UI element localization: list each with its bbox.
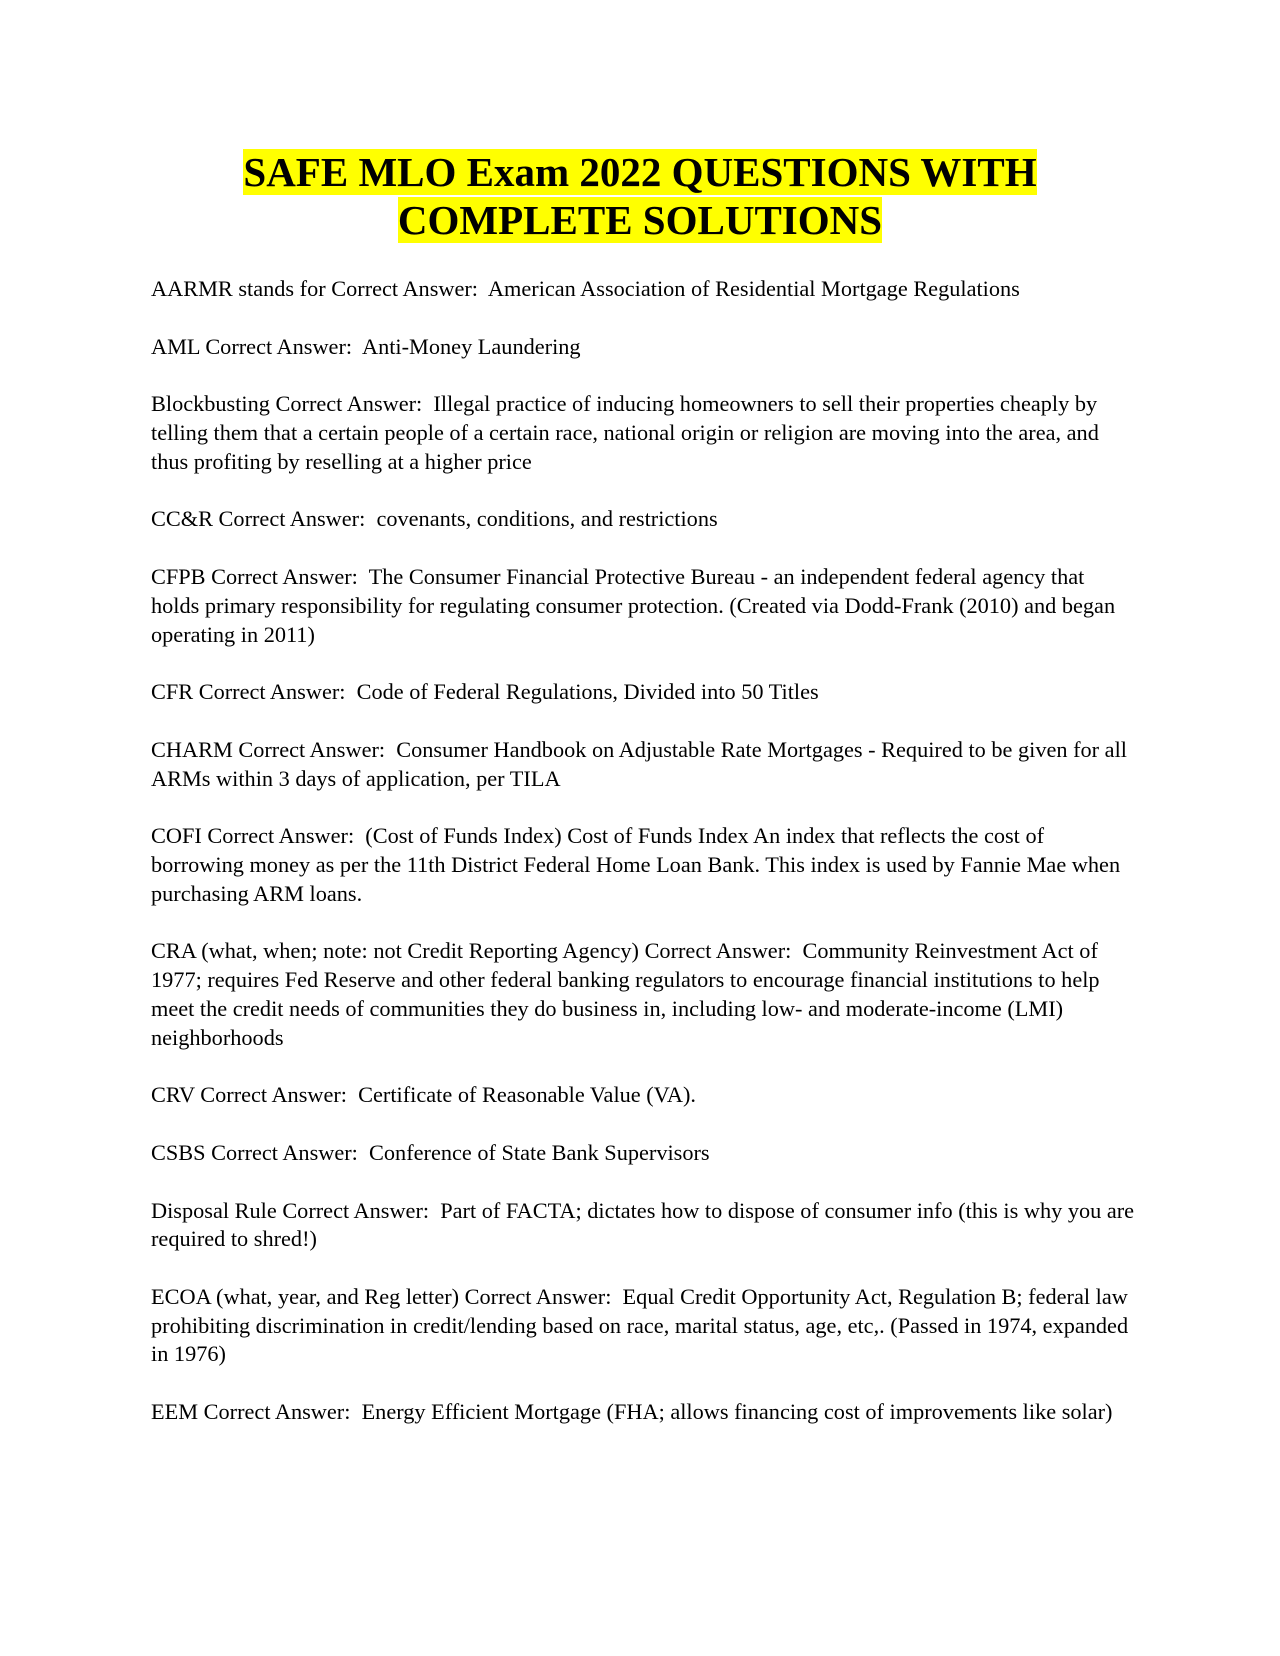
entry-term: CFPB — [151, 563, 206, 589]
qa-entry — [151, 1139, 1136, 1168]
title-line-2: COMPLETE SOLUTIONS — [397, 197, 883, 243]
qa-entry — [151, 736, 1136, 794]
qa-entry — [151, 563, 1136, 649]
entry-term: Blockbusting — [151, 391, 270, 417]
entry-answer: The Consumer Financial Protective Bureau - an independent federal agency that holds primary responsibility for regulating consumer protection. (Created via Dodd-Frank (2010) and began operating in 2011) — [151, 563, 1116, 647]
entry-answer: Code of Federal Regulations, Divided into 50 Titles — [356, 679, 819, 705]
entry-answer-label: Correct Answer: — [205, 333, 353, 359]
entry-term: Disposal Rule — [151, 1197, 277, 1223]
entry-answer: covenants, conditions, and restrictions — [376, 506, 718, 532]
entry-answer-label: Correct Answer: — [200, 1082, 347, 1108]
entry-answer-label: Correct Answer: — [198, 679, 346, 705]
entry-term: CRA (what, when; note: not Credit Reporting Agency) — [151, 938, 639, 964]
title-line-1: SAFE MLO Exam 2022 QUESTIONS WITH — [243, 149, 1037, 195]
qa-entry — [151, 937, 1136, 1052]
qa-entry — [151, 1081, 1136, 1110]
qa-entry — [151, 275, 1136, 304]
entry-answer: American Association of Residential Mortgage Regulations — [487, 276, 1020, 301]
entry-answer: (Cost of Funds Index) Cost of Funds Index An index that reflects the cost of borrowing money as per the 11th District Federal Home Loan Bank. This index is used by Fannie Mae when purchasing ARM loans. — [151, 823, 1121, 906]
qa-entry — [151, 678, 1136, 707]
entry-answer-label: Correct Answer: — [331, 276, 478, 301]
entry-term: COFI — [151, 823, 202, 849]
page-title — [0, 148, 1280, 244]
entry-term: CC&R — [151, 506, 213, 532]
entry-term: CSBS — [151, 1139, 206, 1165]
entry-answer: Community Reinvestment Act of 1977; requires Fed Reserve and other federal banking regulators to encourage financial institutions to help meet the credit needs of communities they do business in, including low- and moderate-income (LMI) neighborhoods — [151, 938, 1100, 1050]
entry-answer: Energy Efficient Mortgage (FHA; allows financing cost of improvements like solar) — [361, 1399, 1113, 1425]
qa-entry — [151, 390, 1136, 476]
entry-answer-label: Correct Answer: — [211, 563, 358, 589]
entry-term: CFR — [151, 679, 194, 705]
entry-term: ECOA (what, year, and Reg letter) — [151, 1283, 460, 1309]
qa-entry — [151, 333, 1136, 362]
entry-term: AML — [151, 333, 200, 359]
entry-answer: Certificate of Reasonable Value (VA). — [358, 1082, 697, 1108]
entry-term: CHARM — [151, 736, 233, 762]
entry-answer-label: Correct Answer: — [464, 1283, 612, 1309]
entry-answer-label: Correct Answer: — [238, 736, 386, 762]
entry-answer: Anti-Money Laundering — [361, 333, 581, 359]
qa-entry — [151, 505, 1136, 534]
entry-answer-label: Correct Answer: — [211, 1139, 358, 1165]
qa-entry — [151, 1197, 1136, 1255]
entry-term: EEM — [151, 1399, 199, 1425]
entry-answer: Illegal practice of inducing homeowners to sell their properties cheaply by telling them that a certain people of a certain race, national origin or religion are moving into the area, and thus profiting by reselling at a higher price — [151, 391, 1099, 474]
entry-answer-label: Correct Answer: — [207, 823, 355, 849]
qa-list — [151, 275, 1136, 1456]
entry-answer-label: Correct Answer: — [218, 506, 366, 532]
qa-entry — [151, 1283, 1136, 1369]
qa-entry — [151, 822, 1136, 908]
entry-answer-label: Correct Answer: — [644, 938, 792, 964]
entry-term: CRV — [151, 1082, 195, 1108]
entry-answer-label: Correct Answer: — [275, 391, 423, 417]
entry-answer-label: Correct Answer: — [282, 1197, 430, 1223]
qa-entry — [151, 1398, 1136, 1427]
entry-answer: Part of FACTA; dictates how to dispose of consumer info (this is why you are required to shred!) — [151, 1197, 1135, 1252]
entry-answer: Conference of State Bank Supervisors — [369, 1139, 710, 1165]
entry-answer-label: Correct Answer: — [203, 1399, 351, 1425]
entry-answer: Equal Credit Opportunity Act, Regulation B; federal law prohibiting discrimination in credit/lending based on race, marital status, age, etc,. (Passed in 1974, expanded in 1976) — [151, 1283, 1129, 1367]
entry-answer: Consumer Handbook on Adjustable Rate Mortgages - Required to be given for all ARMs within 3 days of application, per TILA — [151, 736, 1127, 791]
entry-term: AARMR stands for — [151, 276, 326, 301]
